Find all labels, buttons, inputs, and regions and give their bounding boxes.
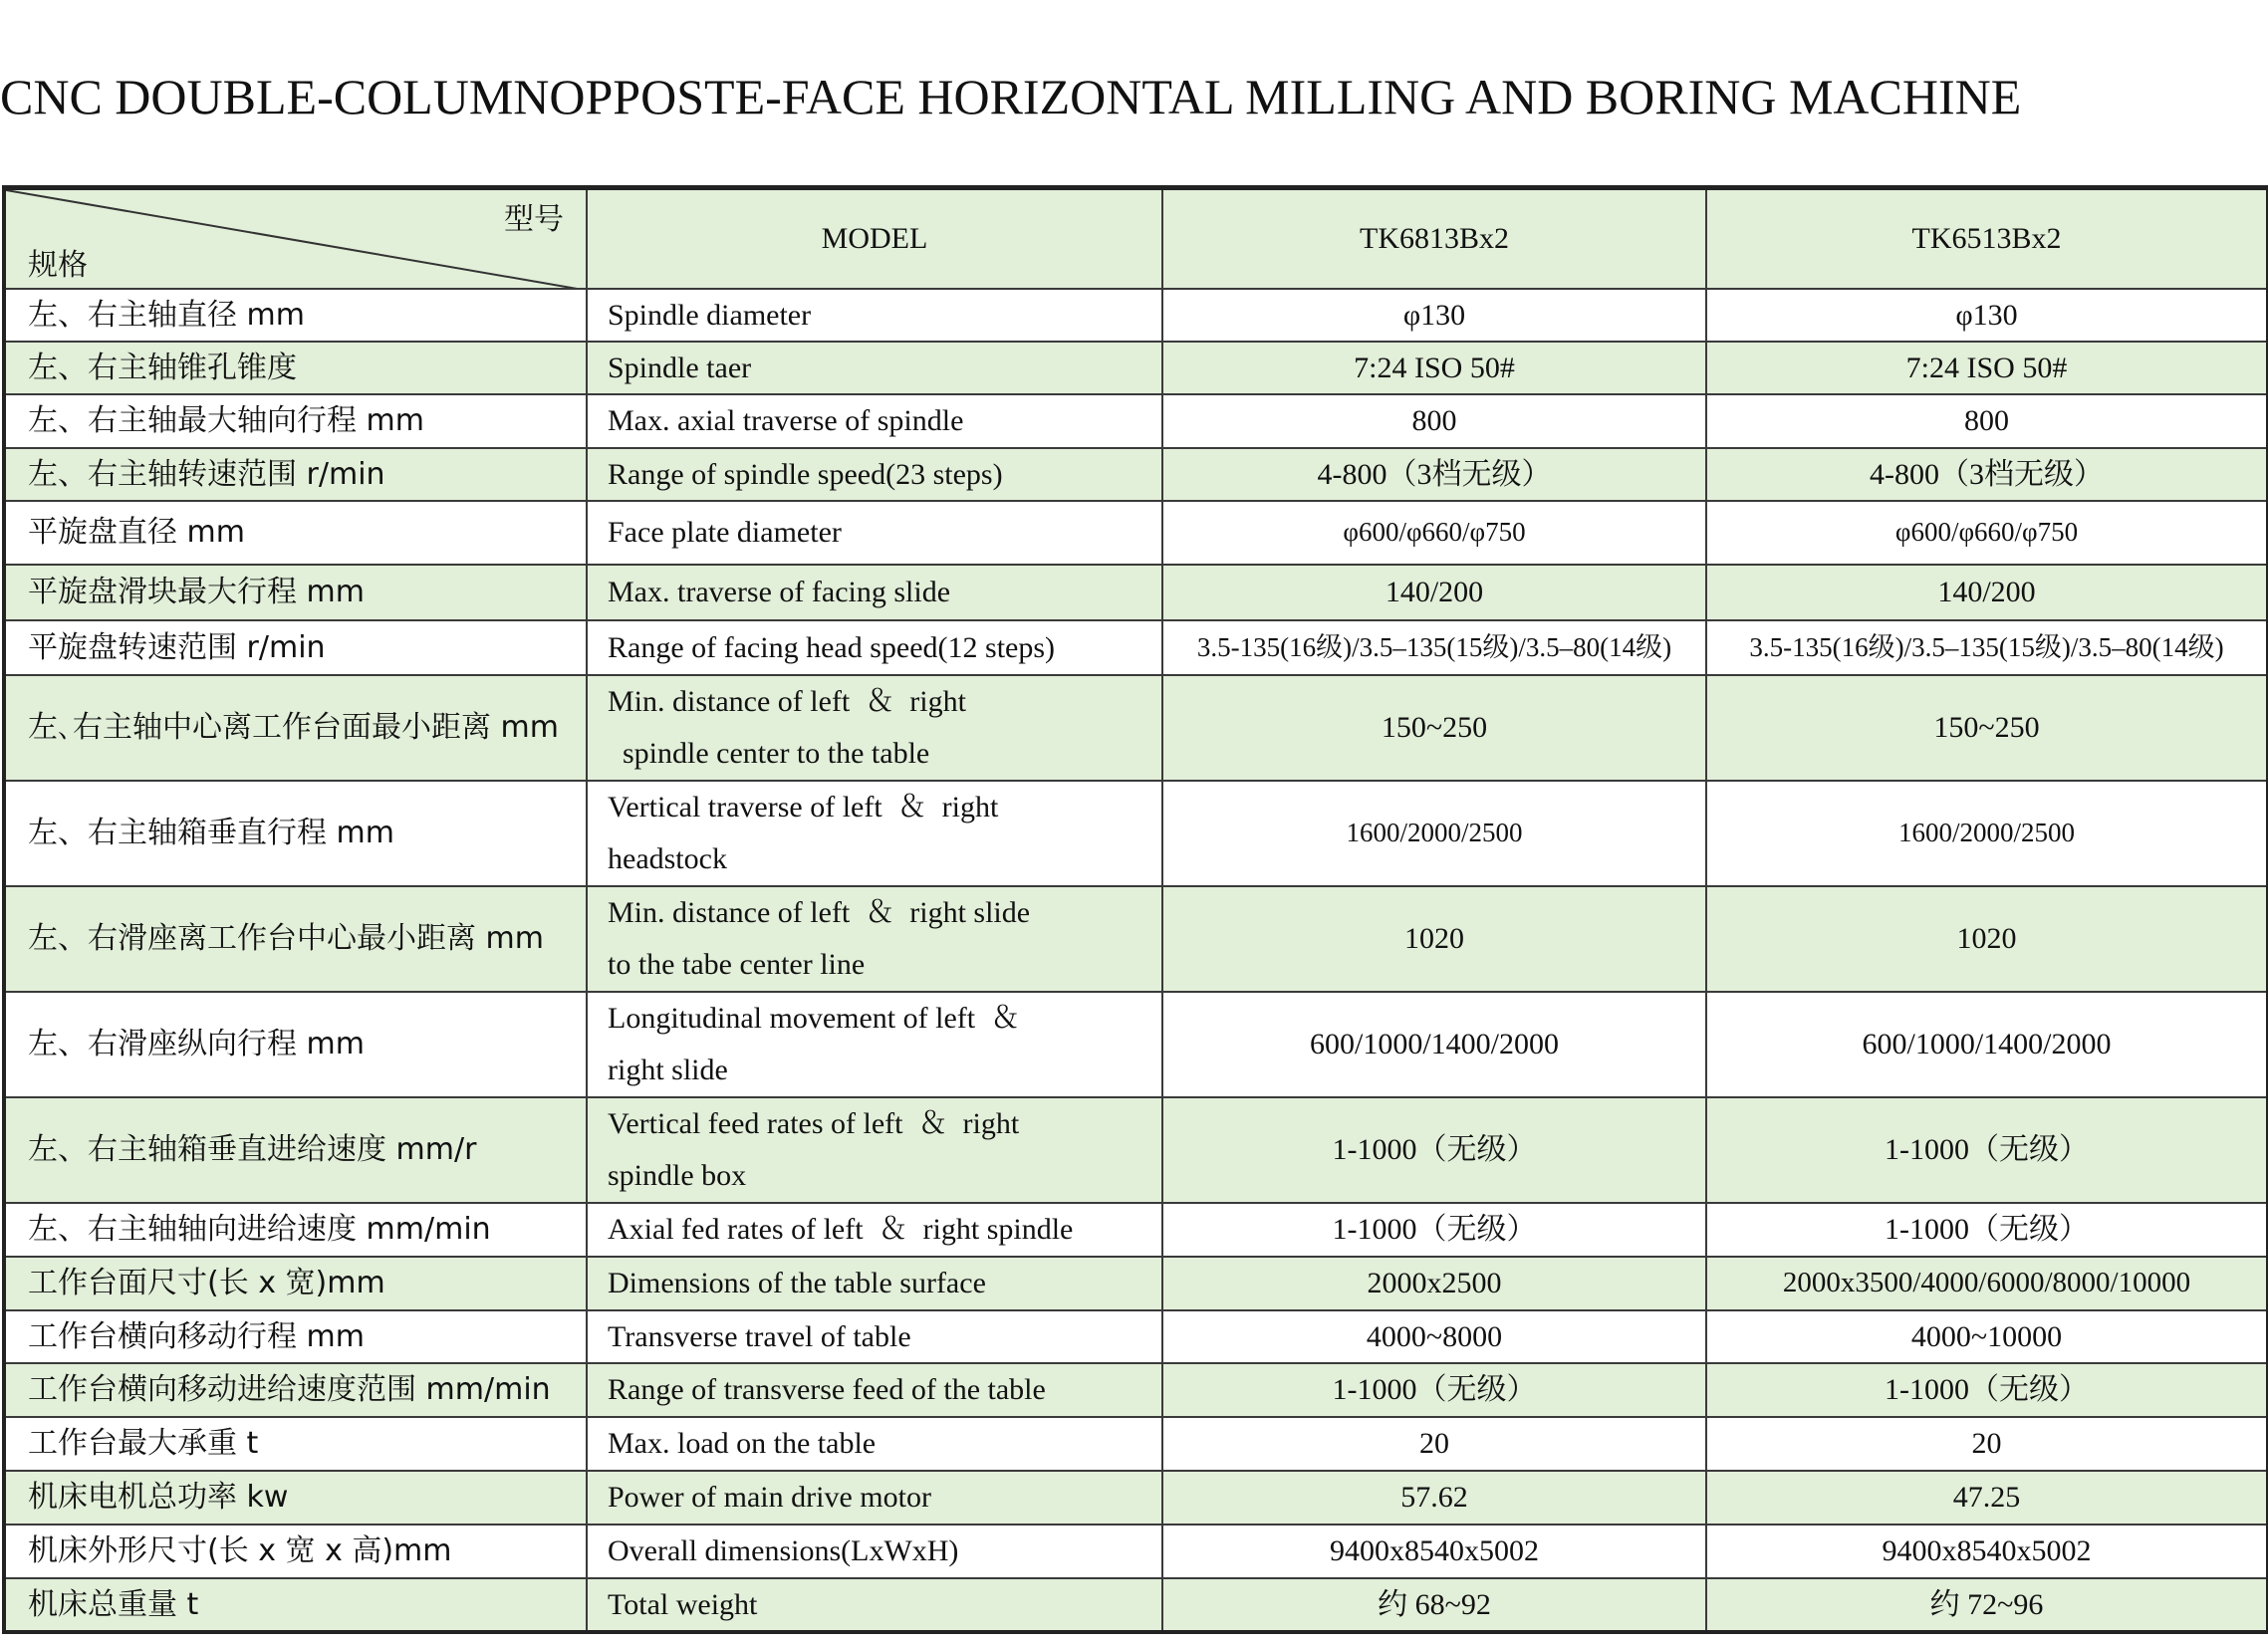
value-tk6813: 2000x2500 — [1162, 1257, 1706, 1310]
corner-cell — [4, 188, 587, 289]
spec-zh: 左、右主轴箱垂直行程 mm — [4, 781, 587, 886]
spec-en — [587, 992, 1162, 1097]
spec-en: Axial fed rates of left ＆ right spindle — [587, 1203, 1162, 1257]
spec-zh: 工作台横向移动进给速度范围 mm/min — [4, 1363, 587, 1417]
model-tk6813-header: TK6813Bx2 — [1162, 188, 1706, 289]
value-tk6813: 9400x8540x5002 — [1162, 1525, 1706, 1578]
spec-en: Range of facing head speed(12 steps) — [587, 620, 1162, 675]
spec-en: Max. load on the table — [587, 1417, 1162, 1471]
spec-en: Total weight — [587, 1578, 1162, 1632]
value-tk6813: 1-1000（无级） — [1162, 1203, 1706, 1257]
spec-en: Face plate diameter — [587, 501, 1162, 565]
corner-model-label: 型号 — [504, 202, 564, 237]
value-tk6813: 7:24 ISO 50# — [1162, 342, 1706, 394]
value-tk6513: 600/1000/1400/2000 — [1706, 992, 2268, 1097]
model-header: MODEL — [587, 188, 1162, 289]
spec-en-line: Vertical traverse of left ＆ right — [608, 790, 999, 823]
value-tk6813: 150~250 — [1162, 675, 1706, 781]
spec-zh: 平旋盘转速范围 r/min — [4, 620, 587, 675]
spec-en: Range of spindle speed(23 steps) — [587, 448, 1162, 501]
spec-en-line: spindle box — [608, 1158, 747, 1192]
value-tk6513: 4-800（3档无级） — [1706, 448, 2268, 501]
value-tk6513: 7:24 ISO 50# — [1706, 342, 2268, 394]
value-tk6513: 约 72~96 — [1706, 1578, 2268, 1632]
spec-table — [2, 185, 2268, 1634]
spec-en — [587, 1097, 1162, 1203]
table-row — [4, 1417, 2268, 1471]
table-row — [4, 675, 2268, 781]
value-tk6813: 20 — [1162, 1417, 1706, 1471]
spec-zh: 工作台横向移动行程 mm — [4, 1310, 587, 1363]
spec-zh: 左､右主轴中心离工作台面最小距离 mm — [4, 675, 587, 781]
value-tk6513: 800 — [1706, 394, 2268, 448]
table-row — [4, 1363, 2268, 1417]
spec-en: Max. traverse of facing slide — [587, 565, 1162, 620]
value-tk6513: φ130 — [1706, 289, 2268, 342]
value-tk6813: 1020 — [1162, 886, 1706, 992]
spec-zh: 左、右主轴直径 mm — [4, 289, 587, 342]
table-row — [4, 1525, 2268, 1578]
value-tk6813: 800 — [1162, 394, 1706, 448]
value-tk6513: 1-1000（无级） — [1706, 1363, 2268, 1417]
table-row — [4, 1257, 2268, 1310]
value-tk6513: 1020 — [1706, 886, 2268, 992]
table-row — [4, 342, 2268, 394]
spec-zh: 左、右主轴锥孔锥度 — [4, 342, 587, 394]
spec-en-line: to the tabe center line — [608, 947, 866, 981]
spec-zh: 左、右滑座纵向行程 mm — [4, 992, 587, 1097]
table-row — [4, 501, 2268, 565]
value-tk6813: 600/1000/1400/2000 — [1162, 992, 1706, 1097]
spec-zh: 左、右滑座离工作台中心最小距离 mm — [4, 886, 587, 992]
value-tk6513: 140/200 — [1706, 565, 2268, 620]
spec-zh: 左、右主轴轴向进给速度 mm/min — [4, 1203, 587, 1257]
spec-en-line: Min. distance of left ＆ right — [608, 684, 966, 718]
value-tk6513: 1600/2000/2500 — [1706, 781, 2268, 886]
spec-en-line: Longitudinal movement of left ＆ — [608, 1001, 1021, 1035]
model-tk6513-header: TK6513Bx2 — [1706, 188, 2268, 289]
value-tk6813: 1600/2000/2500 — [1162, 781, 1706, 886]
spec-zh: 左、右主轴转速范围 r/min — [4, 448, 587, 501]
value-tk6513: 2000x3500/4000/6000/8000/10000 — [1706, 1257, 2268, 1310]
value-tk6513: 20 — [1706, 1417, 2268, 1471]
spec-en: Power of main drive motor — [587, 1471, 1162, 1525]
table-row — [4, 565, 2268, 620]
spec-en-line: right slide — [608, 1053, 728, 1086]
diagonal-divider — [6, 190, 587, 289]
table-row — [4, 1310, 2268, 1363]
value-tk6513: 9400x8540x5002 — [1706, 1525, 2268, 1578]
table-row — [4, 394, 2268, 448]
spec-zh: 平旋盘滑块最大行程 mm — [4, 565, 587, 620]
spec-en: Dimensions of the table surface — [587, 1257, 1162, 1310]
value-tk6813: 1-1000（无级） — [1162, 1097, 1706, 1203]
value-tk6813: 140/200 — [1162, 565, 1706, 620]
value-tk6813: 4000~8000 — [1162, 1310, 1706, 1363]
corner-spec-label: 规格 — [28, 247, 88, 283]
spec-en: Overall dimensions(LxWxH) — [587, 1525, 1162, 1578]
value-tk6513: 150~250 — [1706, 675, 2268, 781]
spec-zh: 机床外形尺寸(长 x 宽 x 高)mm — [4, 1525, 587, 1578]
table-row — [4, 1203, 2268, 1257]
table-row — [4, 781, 2268, 886]
table-row — [4, 448, 2268, 501]
spec-en: Transverse travel of table — [587, 1310, 1162, 1363]
spec-zh: 左、右主轴最大轴向行程 mm — [4, 394, 587, 448]
spec-zh: 平旋盘直径 mm — [4, 501, 587, 565]
value-tk6513: 1-1000（无级） — [1706, 1097, 2268, 1203]
table-row — [4, 1097, 2268, 1203]
value-tk6813: φ130 — [1162, 289, 1706, 342]
value-tk6513: 1-1000（无级） — [1706, 1203, 2268, 1257]
spec-en — [587, 781, 1162, 886]
spec-en-line: headstock — [608, 841, 727, 875]
table-row — [4, 886, 2268, 992]
value-tk6813: 3.5-135(16级)/3.5–135(15级)/3.5–80(14级) — [1162, 620, 1706, 675]
value-tk6813: 57.62 — [1162, 1471, 1706, 1525]
spec-en-line: spindle center to the table — [608, 736, 930, 770]
spec-zh: 工作台最大承重 t — [4, 1417, 587, 1471]
value-tk6813: 4-800（3档无级） — [1162, 448, 1706, 501]
value-tk6813: 1-1000（无级） — [1162, 1363, 1706, 1417]
spec-en — [587, 675, 1162, 781]
value-tk6513: 3.5-135(16级)/3.5–135(15级)/3.5–80(14级) — [1706, 620, 2268, 675]
spec-zh: 左、右主轴箱垂直进给速度 mm/r — [4, 1097, 587, 1203]
table-row — [4, 289, 2268, 342]
value-tk6513: φ600/φ660/φ750 — [1706, 501, 2268, 565]
value-tk6513: 47.25 — [1706, 1471, 2268, 1525]
value-tk6813: 约 68~92 — [1162, 1578, 1706, 1632]
spec-en: Spindle taer — [587, 342, 1162, 394]
value-tk6813: φ600/φ660/φ750 — [1162, 501, 1706, 565]
table-row — [4, 992, 2268, 1097]
table-row — [4, 1471, 2268, 1525]
spec-zh: 机床总重量 t — [4, 1578, 587, 1632]
table-row — [4, 620, 2268, 675]
spec-en: Max. axial traverse of spindle — [587, 394, 1162, 448]
spec-en: Range of transverse feed of the table — [587, 1363, 1162, 1417]
spec-zh: 工作台面尺寸(长 x 宽)mm — [4, 1257, 587, 1310]
spec-en-line: Vertical feed rates of left ＆ right — [608, 1106, 1020, 1140]
value-tk6513: 4000~10000 — [1706, 1310, 2268, 1363]
table-row — [4, 1578, 2268, 1632]
table-header-row — [4, 188, 2268, 289]
spec-zh: 机床电机总功率 kw — [4, 1471, 587, 1525]
spec-en: Spindle diameter — [587, 289, 1162, 342]
page-title: CNC DOUBLE-COLUMNOPPOSTE-FACE HORIZONTAL MILLING AND BORING MACHINE — [0, 69, 2022, 124]
spec-en — [587, 886, 1162, 992]
spec-en-line: Min. distance of left ＆ right slide — [608, 895, 1031, 929]
